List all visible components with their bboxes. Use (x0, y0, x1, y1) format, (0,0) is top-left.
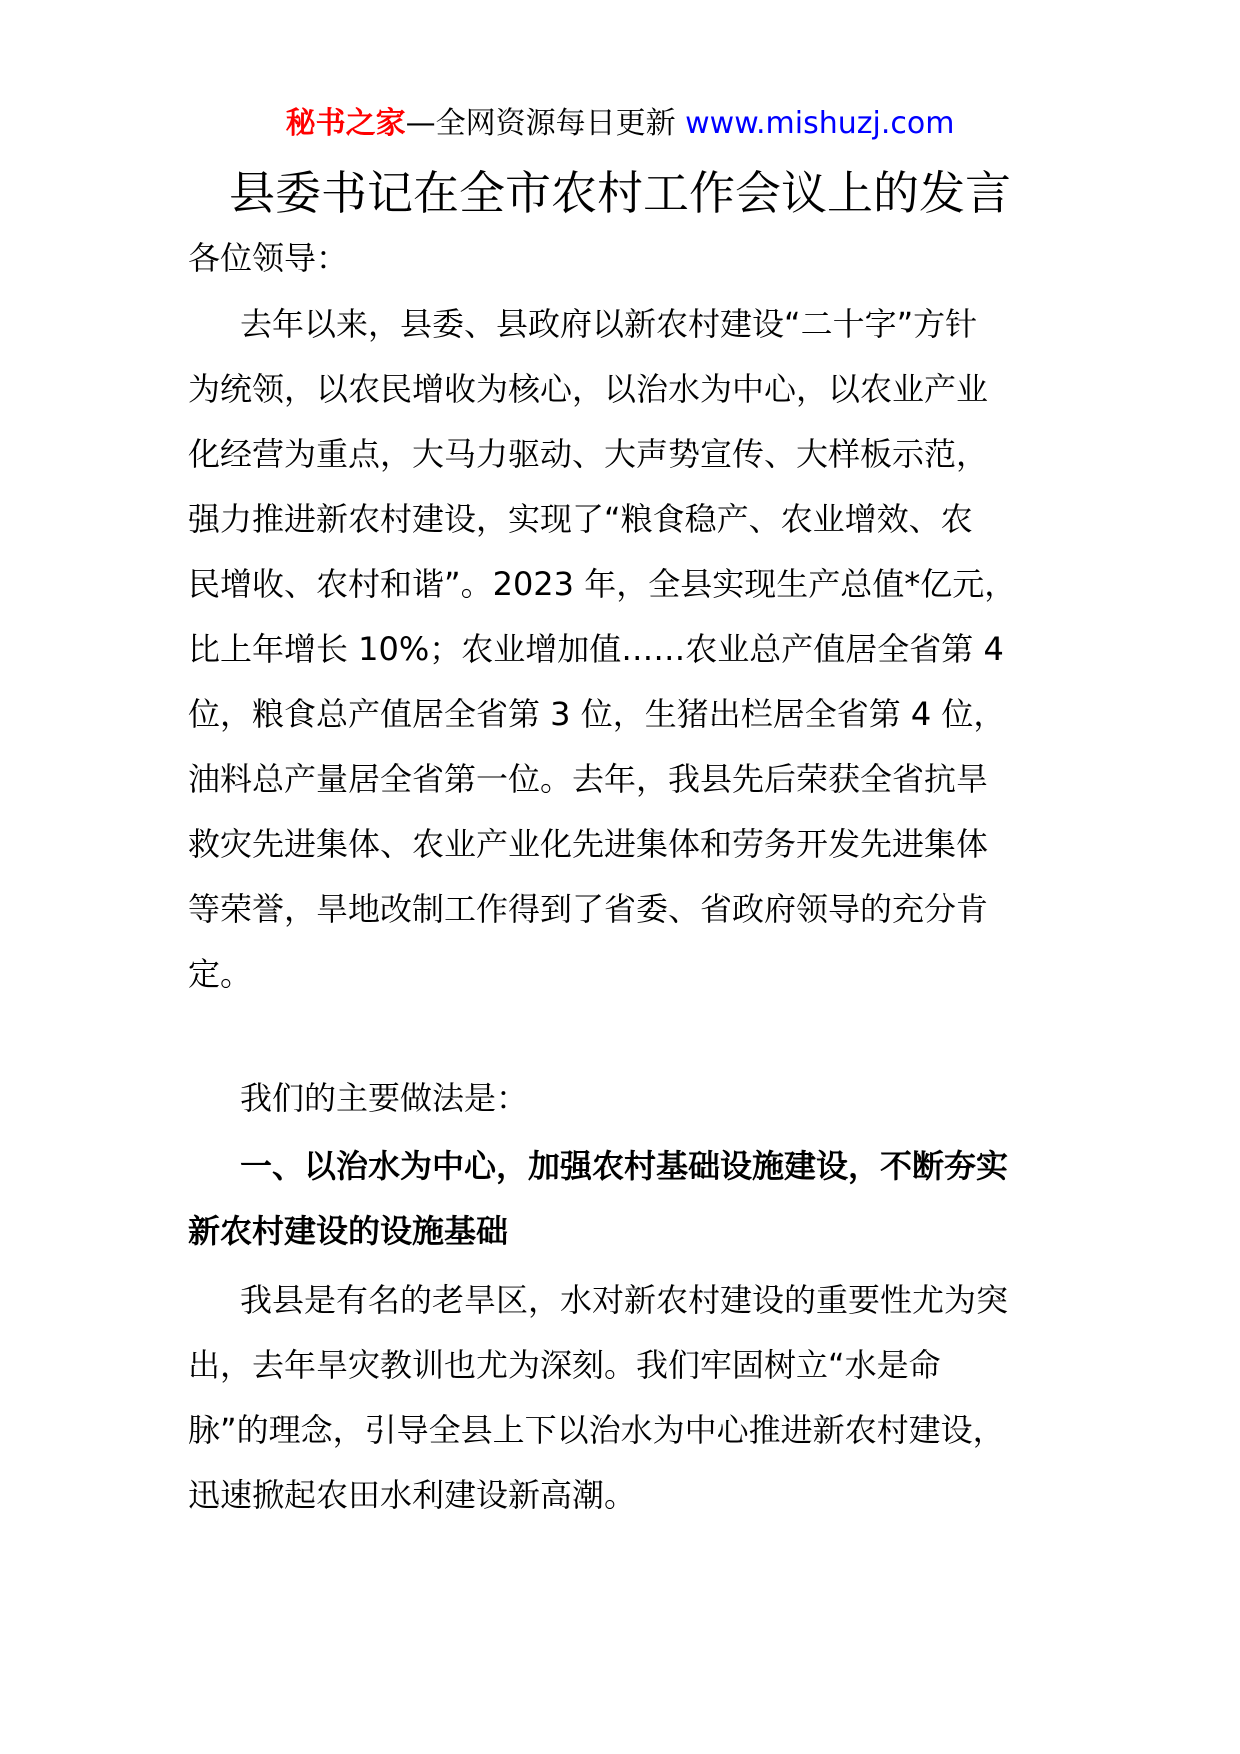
site-header (0, 104, 1240, 144)
paragraph-line: 脉”的理念，引导全县上下以治水为中心推进新农村建设， (188, 1411, 1005, 1449)
paragraph-line: 位，粮食总产值居全省第 3 位，生猪出栏居全省第 4 位， (188, 695, 1006, 733)
paragraph-line: 出，去年旱灾教训也尤为深刻。我们牢固树立“水是命 (188, 1346, 941, 1384)
paragraph-line: 我们的主要做法是： (240, 1079, 529, 1117)
site-brand: 秘书之家 (285, 106, 406, 141)
paragraph-line: 化经营为重点，大马力驱动、大声势宣传、大样板示范， (188, 435, 989, 473)
paragraph-line: 我县是有名的老旱区，水对新农村建设的重要性尤为突 (240, 1281, 1009, 1319)
document-title: 县委书记在全市农村工作会议上的发言 (229, 166, 1011, 220)
paragraph-line: 强力推进新农村建设，实现了“粮食稳产、农业增效、农 (188, 500, 973, 538)
paragraph-line: 为统领，以农民增收为核心，以治水为中心，以农业产业 (188, 370, 989, 408)
salutation-text: 各位领导： (188, 239, 349, 277)
heading-line: 一、以治水为中心，加强农村基础设施建设，不断夯实 (240, 1147, 1009, 1185)
paragraph-line: 民增收、农村和谐”。2023 年，全县实现生产总值*亿元， (188, 565, 1017, 603)
section-heading-1 (188, 1134, 1068, 1264)
paragraph-line: 油料总产量居全省第一位。去年，我县先后荣获全省抗旱 (188, 760, 989, 798)
paragraph-line: 比上年增长 10%；农业增加值……农业总产值居全省第 4 (188, 630, 1004, 668)
site-tagline: —全网资源每日更新 (405, 106, 686, 141)
paragraph-line: 定。 (188, 955, 253, 993)
paragraph-water (188, 1268, 1068, 1528)
heading-line: 新农村建设的设施基础 (188, 1212, 509, 1250)
paragraph-methods-intro (188, 1066, 1068, 1131)
paragraph-line: 迅速掀起农田水利建设新高潮。 (188, 1476, 637, 1514)
site-url-link[interactable]: www.mishuzj.com (685, 106, 955, 141)
paragraph-line: 等荣誉，旱地改制工作得到了省委、省政府领导的充分肯 (188, 890, 989, 928)
paragraph-intro (188, 292, 1068, 1007)
paragraph-line: 去年以来，县委、县政府以新农村建设“二十字”方针 (240, 305, 978, 343)
salutation (188, 226, 1068, 291)
paragraph-line: 救灾先进集体、农业产业化先进集体和劳务开发先进集体 (188, 825, 989, 863)
